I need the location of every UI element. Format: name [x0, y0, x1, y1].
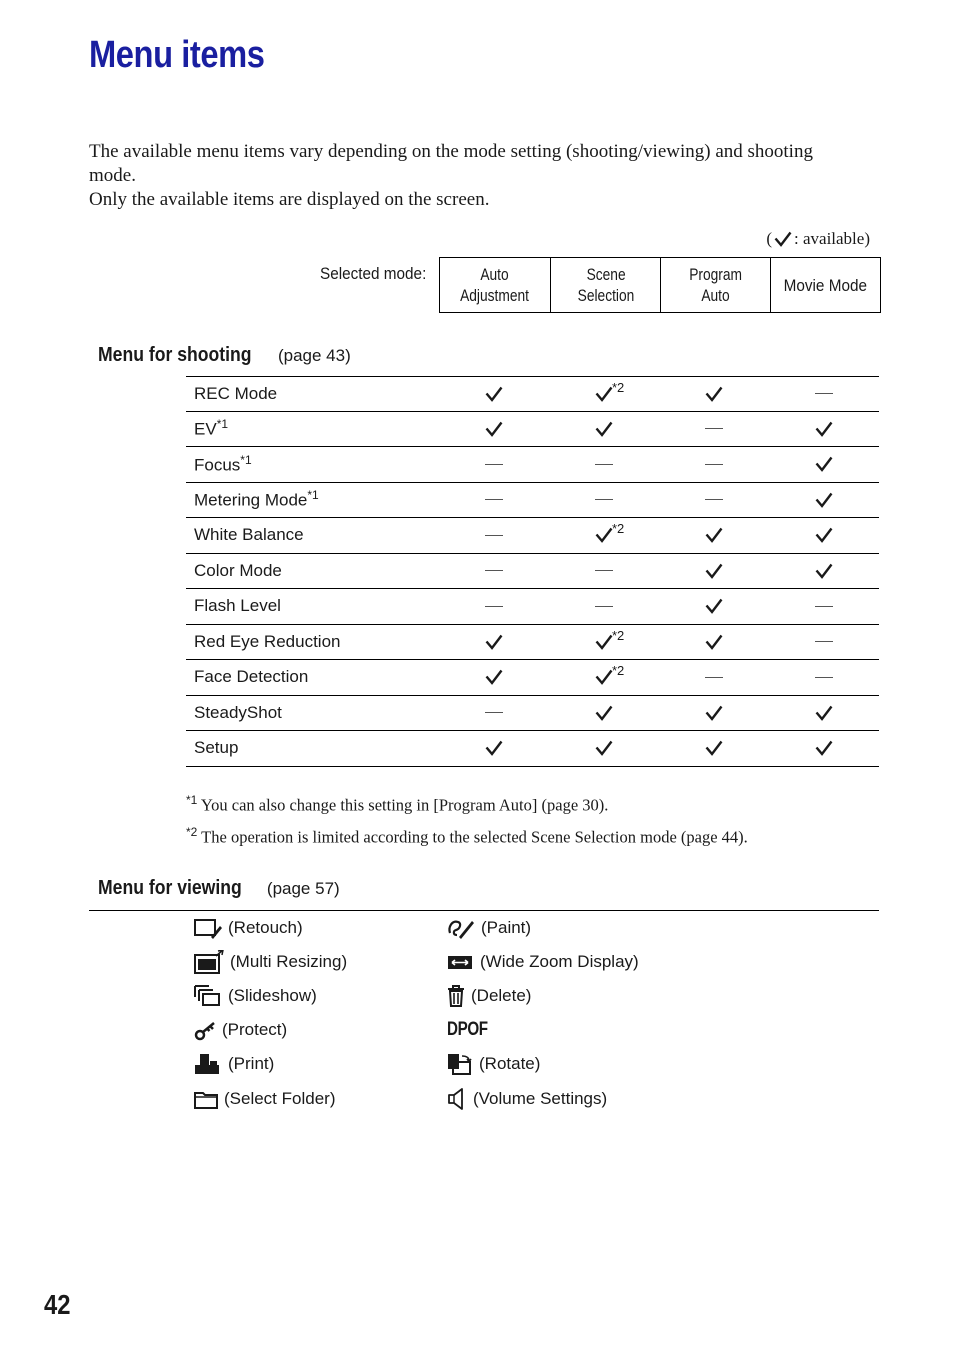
view-item-retouch: (Retouch) [194, 916, 303, 940]
check-icon [705, 563, 723, 579]
view-item-dpof [447, 1018, 498, 1042]
footnote-1: $^{*1}$ You can also change this setting in [Program Auto] (page 30). [186, 793, 609, 815]
table-cell [439, 447, 549, 482]
table-cell [769, 412, 879, 447]
table-cell [439, 412, 549, 447]
table-cell [549, 412, 659, 447]
folder-icon [194, 1089, 218, 1109]
viewing-divider [89, 910, 879, 911]
intro-text [89, 140, 849, 212]
check-icon [485, 740, 503, 756]
table-cell [439, 660, 549, 695]
table-row [186, 589, 879, 625]
row-label: Metering Mode$^{*1}$ [194, 488, 319, 511]
footnote-marker: *2 [612, 521, 625, 536]
table-row [186, 554, 879, 590]
row-label: Color Mode [194, 560, 282, 580]
table-cell [549, 696, 659, 731]
table-cell [439, 377, 549, 411]
not-available-dash [485, 570, 503, 571]
table-cell [549, 660, 659, 695]
table-cell [549, 554, 659, 589]
table-cell [549, 625, 659, 660]
speaker-icon [447, 1087, 467, 1111]
table-cell [769, 447, 879, 482]
not-available-dash [705, 464, 723, 465]
view-item-select-folder: (Select Folder) [194, 1087, 335, 1111]
not-available-dash [705, 428, 723, 429]
retouch-icon [194, 917, 222, 939]
table-row [186, 696, 879, 732]
table-row [186, 483, 879, 519]
row-label: EV$^{*1}$ [194, 417, 229, 440]
table-row [186, 660, 879, 696]
shooting-heading: Menu for shooting (page 43) [98, 344, 351, 366]
check-icon [705, 634, 723, 650]
check-icon [705, 705, 723, 721]
legend-open: ( [766, 229, 772, 248]
table-cell [439, 625, 549, 660]
row-label: REC Mode [194, 383, 278, 403]
table-cell [549, 483, 659, 518]
row-note: *1 [216, 417, 229, 432]
table-cell [659, 377, 769, 411]
view-item-slideshow: (Slideshow) [194, 984, 317, 1008]
not-available-dash [595, 499, 613, 500]
intro-line-2: Only the available items are displayed on the screen. [89, 189, 490, 210]
multi-resizing-icon [194, 950, 224, 974]
table-cell [769, 731, 879, 766]
mode-scene-selection: Scene Selection [550, 258, 660, 312]
row-note: *1 [240, 452, 252, 467]
table-cell [659, 660, 769, 695]
shooting-page-ref: (page 43) [277, 346, 351, 365]
table-row [186, 518, 879, 554]
mode-header [439, 257, 881, 313]
table-cell [439, 518, 549, 553]
table-cell [769, 518, 879, 553]
table-cell [439, 483, 549, 518]
table-cell [549, 518, 659, 553]
trash-icon [447, 985, 465, 1007]
not-available-dash [815, 641, 833, 642]
check-icon [485, 421, 503, 437]
shooting-table [186, 376, 879, 767]
mode-program-auto: Program Auto [660, 258, 770, 312]
check-icon [774, 231, 792, 247]
check-icon [815, 456, 833, 472]
check-icon [595, 669, 613, 685]
table-cell [659, 696, 769, 731]
view-item-volume-settings: (Volume Settings) [447, 1087, 607, 1111]
row-label: Setup [194, 738, 239, 758]
table-cell [659, 625, 769, 660]
check-icon [705, 527, 723, 543]
table-row [186, 447, 879, 483]
table-cell [439, 589, 549, 624]
row-note: *1 [307, 488, 319, 503]
mode-movie-mode: Movie Mode [770, 258, 880, 312]
check-icon [815, 563, 833, 579]
not-available-dash [485, 535, 503, 536]
table-row [186, 731, 879, 767]
view-item-paint: (Paint) [447, 916, 531, 940]
row-label: Red Eye Reduction [194, 631, 341, 651]
footnote-2: $^{*2}$ The operation is limited according to the selected Scene Selection mode (page 44). [186, 824, 748, 846]
check-icon [595, 634, 613, 650]
print-icon [194, 1053, 222, 1075]
row-label: Focus$^{*1}$ [194, 452, 252, 475]
table-cell [549, 377, 659, 411]
not-available-dash [595, 570, 613, 571]
viewing-heading: Menu for viewing (page 57) [98, 877, 340, 899]
viewing-page-ref: (page 57) [266, 879, 340, 898]
view-item-wide-zoom-display: (Wide Zoom Display) [447, 950, 639, 974]
table-cell [769, 660, 879, 695]
legend-note [766, 229, 870, 249]
table-cell [439, 731, 549, 766]
table-cell [439, 554, 549, 589]
footnote-marker: *2 [612, 663, 625, 678]
check-icon [815, 740, 833, 756]
intro-line-1: The available menu items vary depending on the mode setting (shooting/viewing) and shooting mode. [89, 141, 813, 186]
row-label: White Balance [194, 525, 304, 545]
table-cell [439, 696, 549, 731]
table-cell [659, 731, 769, 766]
table-cell [659, 554, 769, 589]
table-row [186, 625, 879, 661]
check-icon [595, 421, 613, 437]
table-cell [769, 377, 879, 411]
check-icon [815, 527, 833, 543]
not-available-dash [485, 499, 503, 500]
check-icon [595, 740, 613, 756]
not-available-dash [815, 393, 833, 394]
check-icon [485, 634, 503, 650]
row-label: Face Detection [194, 667, 309, 687]
not-available-dash [595, 606, 613, 607]
row-label: Flash Level [194, 596, 281, 616]
view-item-print: (Print) [194, 1052, 274, 1076]
page-number: 42 [44, 1289, 71, 1320]
row-label: SteadyShot [194, 702, 282, 722]
check-icon [815, 492, 833, 508]
dpof-icon: DPOF [447, 1019, 488, 1040]
check-icon [705, 386, 723, 402]
table-cell [659, 589, 769, 624]
table-cell [549, 447, 659, 482]
footnote-marker: *2 [612, 380, 625, 395]
rotate-icon [447, 1053, 473, 1075]
not-available-dash [485, 712, 503, 713]
check-icon [705, 598, 723, 614]
not-available-dash [595, 464, 613, 465]
not-available-dash [485, 606, 503, 607]
not-available-dash [485, 464, 503, 465]
table-cell [769, 696, 879, 731]
wide-zoom-icon [447, 953, 474, 971]
table-row [186, 376, 879, 412]
check-icon [705, 740, 723, 756]
table-cell [769, 589, 879, 624]
check-icon [485, 386, 503, 402]
table-cell [769, 625, 879, 660]
slideshow-icon [194, 985, 222, 1007]
table-row [186, 412, 879, 448]
table-cell [769, 554, 879, 589]
check-icon [595, 386, 613, 402]
table-cell [769, 483, 879, 518]
check-icon [595, 527, 613, 543]
mode-auto-adjustment: Auto Adjustment [460, 265, 530, 305]
protect-key-icon [194, 1019, 216, 1041]
view-item-multi-resizing: (Multi Resizing) [194, 950, 347, 974]
footnote-marker: *2 [612, 627, 625, 643]
not-available-dash [815, 606, 833, 607]
check-icon [815, 705, 833, 721]
check-icon [815, 421, 833, 437]
table-cell [659, 447, 769, 482]
view-item-protect: (Protect) [194, 1018, 287, 1042]
page-title: Menu items [89, 34, 265, 76]
not-available-dash [815, 677, 833, 678]
view-item-rotate: (Rotate) [447, 1052, 540, 1076]
check-icon [485, 669, 503, 685]
not-available-dash [705, 499, 723, 500]
footnotes [186, 787, 748, 850]
view-item-delete: (Delete) [447, 984, 531, 1008]
table-cell [659, 483, 769, 518]
selected-mode-label: Selected mode: [320, 264, 427, 283]
table-cell [659, 412, 769, 447]
not-available-dash [705, 677, 723, 678]
table-cell [549, 731, 659, 766]
table-cell [659, 518, 769, 553]
legend-text: : available) [794, 229, 870, 248]
check-icon [595, 705, 613, 721]
table-cell [549, 589, 659, 624]
paint-icon [447, 917, 475, 939]
